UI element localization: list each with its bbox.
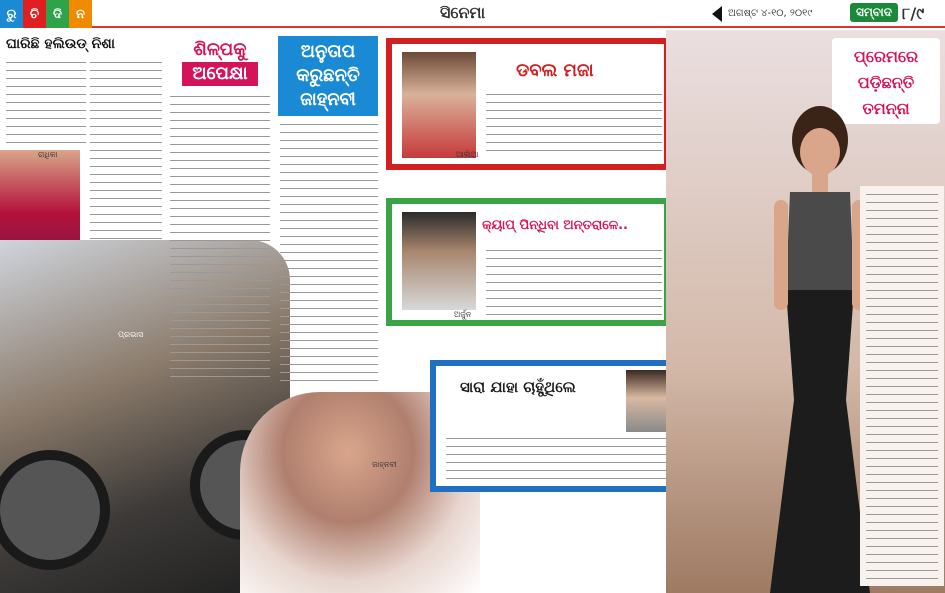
article-body [866, 194, 938, 586]
section-title: ସିନେମା [440, 3, 486, 22]
article-body [486, 94, 662, 158]
article-body [280, 124, 378, 388]
article-box-arjun [386, 198, 670, 326]
logo-letter: ଦି [46, 0, 69, 28]
headline-line: ଅନୁତାପ [300, 41, 356, 62]
headline-line: ଜାହ୍ନବୀ [300, 89, 356, 110]
section-logo [0, 0, 92, 28]
photo-caption: ଜାହ୍ନବୀ [372, 460, 397, 469]
issue-date: ଅଗଷ୍ଟ ୪-୧୦, ୨୦୧୯ [728, 8, 813, 19]
headline-line: ପଡ଼ିଛନ୍ତି [857, 73, 915, 92]
article-body [170, 96, 270, 384]
photo-caption: ଆଲିଆ [456, 150, 479, 159]
logo-letter: ଚି [23, 0, 46, 28]
photo-arjun [402, 212, 476, 310]
article-body [486, 250, 662, 322]
left-arrow-icon [712, 6, 722, 22]
article-headline [170, 38, 270, 88]
headline-line: ତମନ୍ନା [862, 99, 910, 118]
photo-caption: ଅର୍ଜୁନ [454, 310, 472, 319]
box-headline: କ୍ୟାପ୍ ପିନ୍ଧିବା ଅନ୍ତରାଳେ.. [482, 218, 628, 233]
article-column [860, 186, 944, 586]
logo-letter: ନ [69, 0, 92, 28]
headline-line: କରୁଛନ୍ତି [296, 65, 360, 86]
article-headline [278, 36, 378, 116]
article-body [90, 62, 162, 262]
publication-logo: ସମ୍ବାଦ [850, 3, 898, 22]
logo-letter: ରୁ [0, 0, 23, 28]
article-headline: ଘାରିଛି ହଲିଉଡ୍ ନିଶା [6, 36, 115, 52]
box-headline: ଡବଲ ମଜା [516, 60, 594, 81]
box-headline: ସାରା ଯାହା ଚାହୁଁଥିଲେ [460, 378, 576, 396]
headline-line: ପ୍ରେମରେ [853, 47, 919, 66]
photo-caption: ପ୍ରଭାସ [118, 330, 144, 339]
article-box-alia [386, 38, 670, 170]
page-header [0, 0, 945, 28]
headline-line: ଅପେକ୍ଷା [182, 62, 258, 86]
photo-alia [402, 52, 479, 159]
page-number: ୮/୯ [902, 4, 925, 23]
article-body [6, 62, 86, 150]
bike-wheel [0, 450, 110, 570]
photo-caption: ରାଧିକା [38, 150, 58, 159]
headline-line: ଶିଳ୍ପକୁ [193, 39, 247, 60]
